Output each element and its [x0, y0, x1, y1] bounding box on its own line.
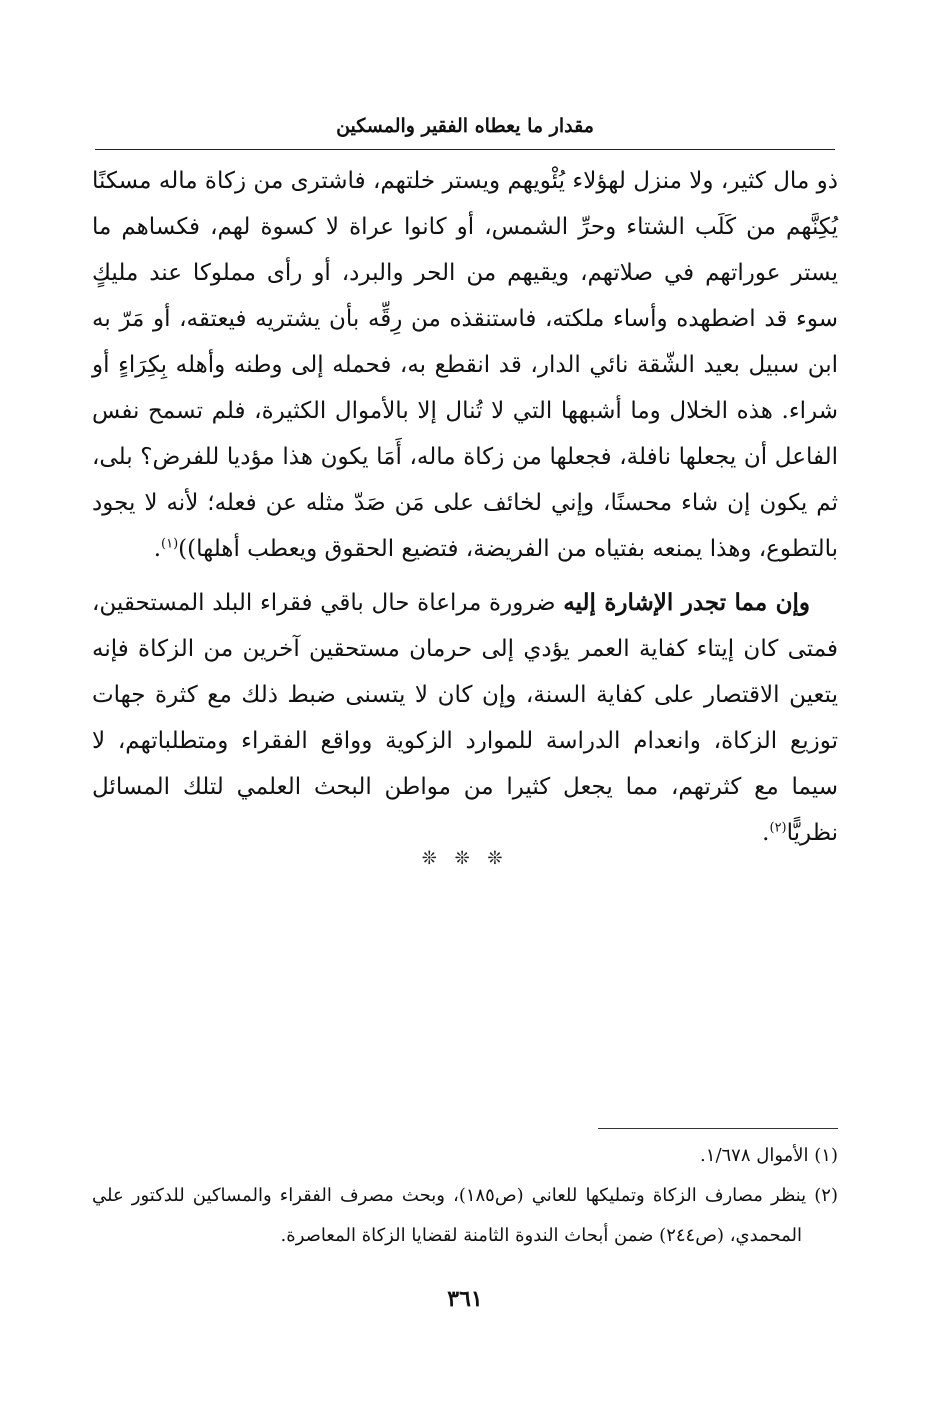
main-text [92, 158, 838, 856]
footnote-rule [598, 1128, 838, 1129]
running-header: مقدار ما يعطاه الفقير والمسكين [336, 115, 594, 137]
footnote-ref-1: (١) [161, 536, 179, 552]
footnote-ref-2: (٢) [769, 820, 787, 836]
paragraph-2-text: ضرورة مراعاة حال باقي فقراء البلد المستحقين، فمتى كان إيتاء كفاية العمر يؤدي إلى حرمان مستحقين آخرين من الزكاة فإنه يتعين الاقتصار على كفاية السنة، وإن كان لا يتسنى ضبط ذلك مع كثرة جهات توزيع الزكاة، وانعدام الدراسة للموارد الزكوية وواقع الفقراء ومتطلباتهم، لا سيما مع كثرتهم، مما يجعل كثيرا من مواطن البحث العلمي لتلك المسائل نظريًّا [92, 590, 838, 846]
footnote-1: (١) الأموال ١/٦٧٨. [700, 1145, 838, 1166]
paragraph-2 [92, 580, 838, 856]
footnote-2: (٢) ينظر مصارف الزكاة وتمليكها للعاني (ص١٨٥)، وبحث مصرف الفقراء والمساكين للدكتور علي المحمدي، (ص٢٤٤) ضمن أبحاث الندوة الثامنة لقضايا الزكاة المعاصرة. [92, 1185, 838, 1246]
header-rule [95, 149, 835, 150]
paragraph-1 [92, 158, 838, 572]
section-separator: ❊ ❊ ❊ [421, 848, 509, 869]
page-number: ٣٦١ [447, 1286, 483, 1312]
paragraph-2-lead: وإن مما تجدر الإشارة إليه [563, 589, 810, 616]
paragraph-1-text: ذو مال كثير، ولا منزل لهؤلاء يُئْويهم ويستر خلتهم، فاشترى من زكاة ماله مسكنًا يُكِنَّهم من كَلَب الشتاء وحرِّ الشمس، أو كانوا عراة لا كسوة لهم، فكساهم ما يستر عوراتهم في صلاتهم، ويقيهم من الحر والبرد، أو رأى مملوكا عند مليكٍ سوء قد اضطهده وأساء ملكته، فاستنقذه من رِقِّه بأن يشتريه فيعتقه، أو مَرّ به ابن سبيل بعيد الشّقة نائي الدار، قد انقطع به، فحمله إلى وطنه وأهله بِكِرَاءٍ أو شراء. هذه الخلال وما أشبهها التي لا تُنال إلا بالأموال الكثيرة، فلم تسمح نفس الفاعل أن يجعلها نافلة، فجعلها من زكاة ماله، أَمَا يكون هذا مؤديا للفرض؟ بلى، ثم يكون إن شاء محسنًا، وإني لخائف على مَن صَدّ مثله عن فعله؛ لأنه لا يجود بالتطوع، وهذا يمنعه بفتياه من الفريضة، فتضيع الحقوق ويعطب أهلها)) [92, 168, 838, 562]
paragraph-2-end: . [762, 820, 770, 846]
paragraph-1-end: . [153, 536, 161, 562]
footnotes [92, 1136, 838, 1256]
